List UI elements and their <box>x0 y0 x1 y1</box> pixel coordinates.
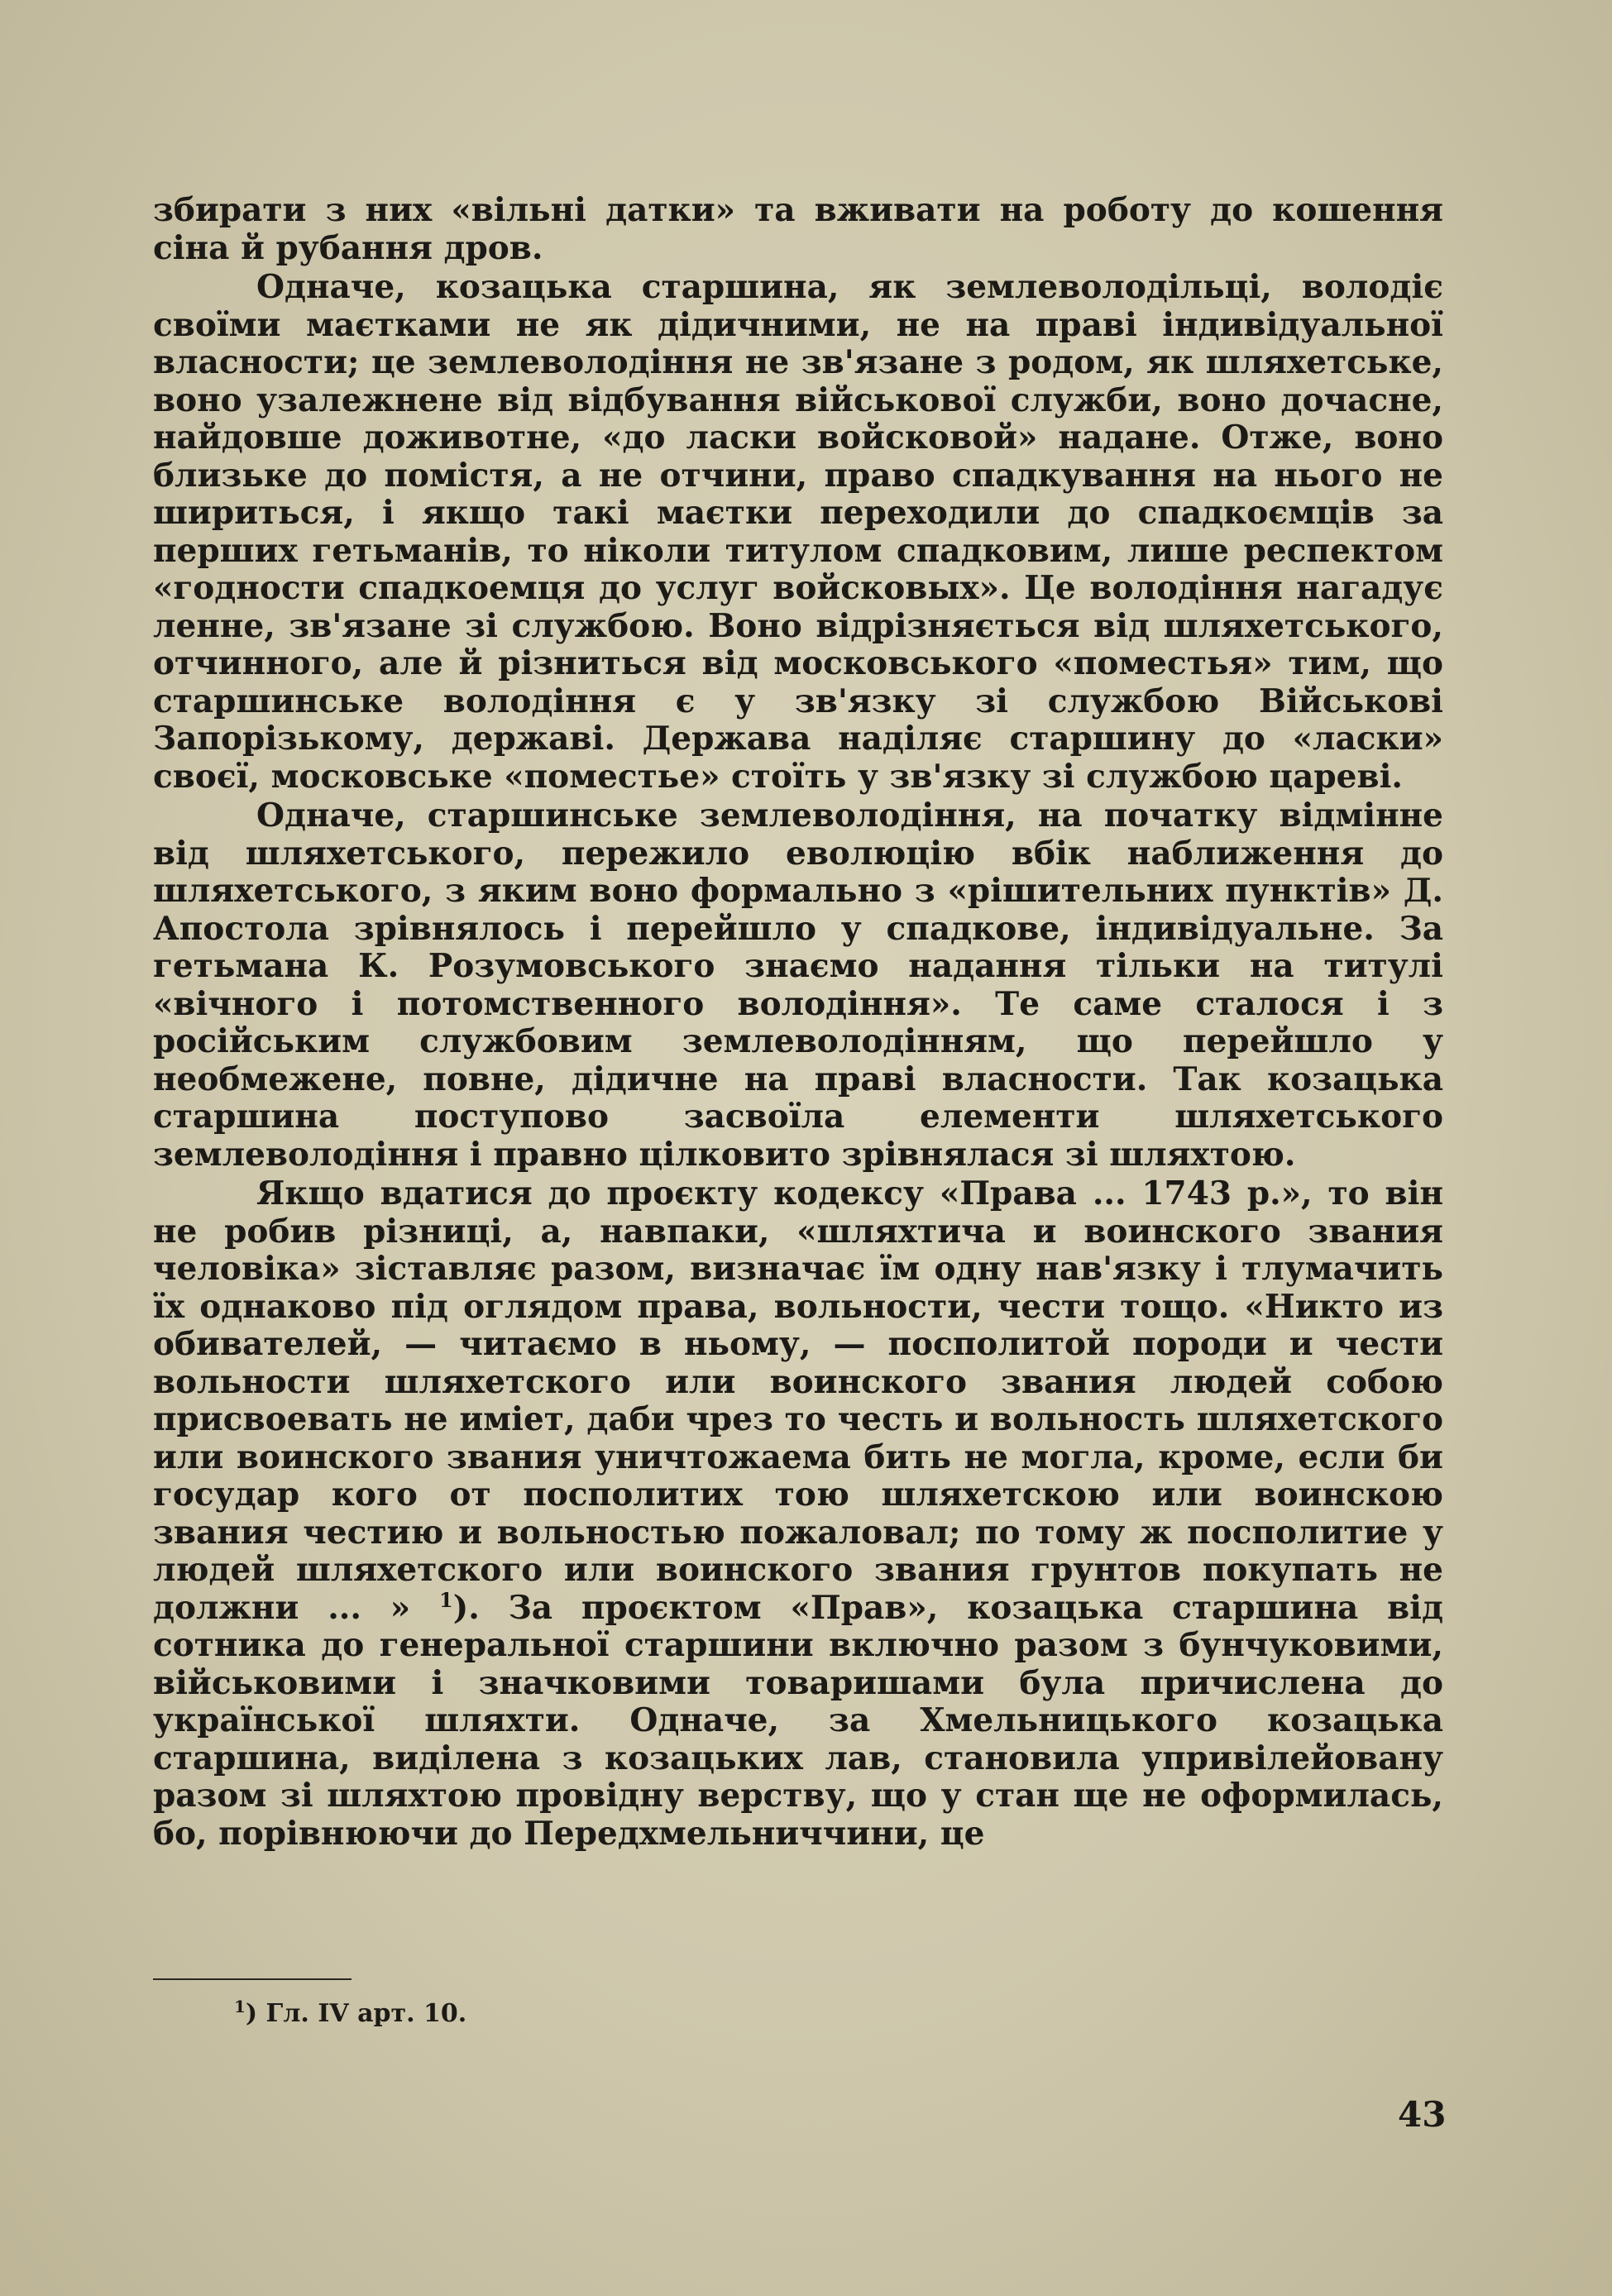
footnote-divider <box>153 1978 352 1980</box>
footnote-text: ) Гл. IV арт. 10. <box>245 1999 467 2028</box>
paragraph-2: Одначе, козацька старшина, як землеволодільці, володіє своїми маєтками не як дідичними, не на праві індивідуальної власности; це землеволодіння не зв'язане з родом, як шляхетське, воно узалежнене від відбування військової служби, воно дочасне, найдовше доживотне, «до ласки войсковой» надане. Отже, воно близьке до помістя, а не отчини, право спадкування на нього не шириться, і якщо такі маєтки переходили до спадкоємців за перших гетьманів, то ніколи титулом спадковим, лише респектом «годности спадкоемця до услуг войсковых». Це володіння нагадує ленне, зв'язане зі службою. Воно відрізняється від шляхетського, отчинного, але й різниться від московського «поместья» тим, що старшинське володіння є у зв'язку зі службою Військові Запорізькому, державі. Держава наділяє старшину до «ласки» своєї, московське «поместье» стоїть у зв'язку зі службою цареві. <box>153 268 1443 796</box>
body-text <box>153 192 1443 1853</box>
paragraph-3: Одначе, старшинське землеволодіння, на початку відмінне від шляхетського, пережило еволюцію вбік наближення до шляхетського, з яким воно формально з «рішительних пунктів» Д. Апостола зрівнялось і перейшло у спадкове, індивідуальне. За гетьмана К. Розумовського знаємо надання тільки на титулі «вічного і потомственного володіння». Те саме сталося і з російським службовим землеволодінням, що перейшло у необмежене, повне, дідичне на праві власности. Так козацька старшина поступово засвоїла елементи шляхетського землеволодіння і правно цілковито зрівнялася зі шляхтою. <box>153 796 1443 1174</box>
page-number: 43 <box>1398 2094 1447 2135</box>
paragraph-continuation: збирати з них «вільні датки» та вживати на роботу до кошення сіна й рубання дров. <box>153 191 1443 267</box>
footnote-reference: 1 <box>439 1587 453 1612</box>
paragraph-4-text: Якщо вдатися до проєкту кодексу «Права ... 1743 р.», то він не робив різниці, а, навпаки, «шляхтича и воинского звания человіка» зіставляє разом, визначає їм одну нав'язку і тлумачить їх однаково під оглядом права, вольности, чести тощо. «Никто из обивателей, — читаємо в ньому, — посполитой породи и чести вольности шляхетского или воинского звания людей собою присвоевать не иміет, даби чрез то честь и вольность шляхетского или воинского звания уничтожаема бить не могла, кроме, если би государ кого от посполитих тою шляхетскою или воинскою звания честию и вольностью пожаловал; по тому ж посполитие у людей шляхетского или воинского звания грунтов покупать не должни ... » <box>153 1174 1443 1627</box>
footnote <box>234 1990 466 2031</box>
paragraph-4 <box>153 1175 1443 1853</box>
paragraph-4-continuation: ). За проєктом «Прав», козацька старшина від сотника до генеральної старшини включно разом з бунчуковими, військовими і значковими товаришами була причислена до української шляхти. Одначе, за Хмельницького козацька старшина, виділена з козацьких лав, становила упривілейовану разом зі шляхтою провідну верству, що у стан ще не оформилась, бо, порівнюючи до Передхмельниччини, це <box>153 1588 1443 1853</box>
footnote-marker: 1 <box>234 1997 246 2016</box>
